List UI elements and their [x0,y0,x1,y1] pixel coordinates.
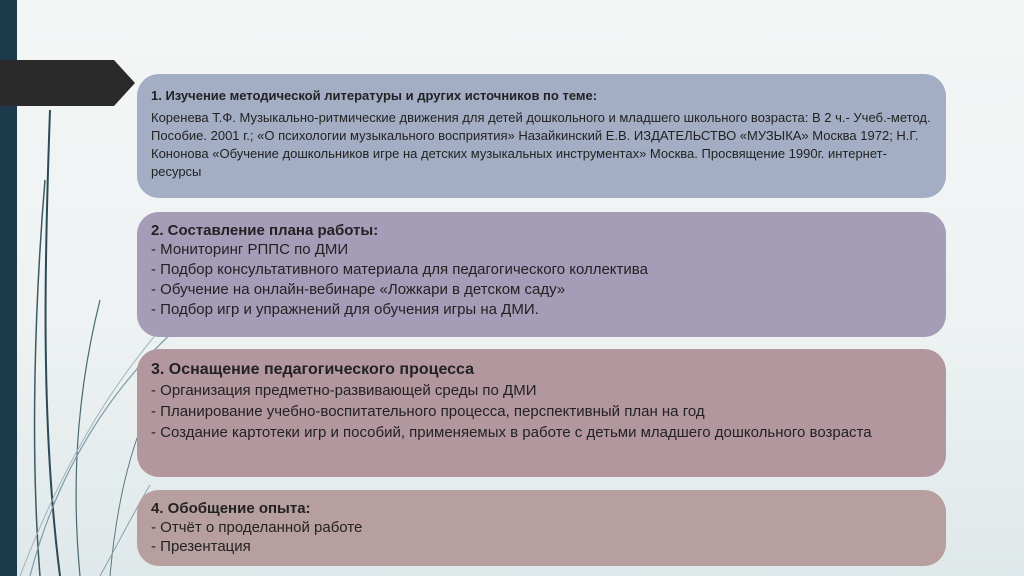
step-card-plan [137,212,946,337]
arrow-tab-icon [0,60,135,106]
step-title: 1. Изучение методической литературы и других источников по теме: [151,88,598,103]
list-item: - Организация предметно-развивающей среды по ДМИ [151,382,537,399]
list-item: - Подбор игр и упражнений для обучения игры на ДМИ. [151,301,539,318]
step-card-literature [137,74,946,198]
step-card-equipment [137,349,946,477]
step-card-generalization [137,490,946,566]
step-body-text: Коренева Т.Ф. Музыкально-ритмические движения для детей дошкольного и младшего школьного возраста: В 2 ч.- Учеб.-метод. Пособие. 2001 г.; «О психологии музыкального восприятия» Назайкинский Е.В. ИЗДАТЕЛЬСТВО «МУЗЫКА» Москва 1972; Н.Г. Кононова «Обучение дошкольников игре на детских музыкальных инструментах» Москва. Просвящение 1990г. интернет-ресурсы [151,110,931,179]
list-item: - Планирование учебно-воспитательного процесса, перспективный план на год [151,403,705,420]
list-item: - Отчёт о проделанной работе [151,519,363,536]
list-item: - Мониторинг РППС по ДМИ [151,241,349,258]
step-title: 4. Обобщение опыта: [151,500,311,517]
list-item: - Презентация [151,538,251,555]
list-item: - Подбор консультативного материала для педагогического коллектива [151,261,648,278]
step-title: 3. Оснащение педагогического процесса [151,361,475,378]
list-item: - Обучение на онлайн-вебинаре «Ложкари в детском саду» [151,281,566,298]
step-title: 2. Составление плана работы: [151,222,379,239]
list-item: - Создание картотеки игр и пособий, применяемых в работе с детьми младшего дошкольного возраста [151,424,872,441]
